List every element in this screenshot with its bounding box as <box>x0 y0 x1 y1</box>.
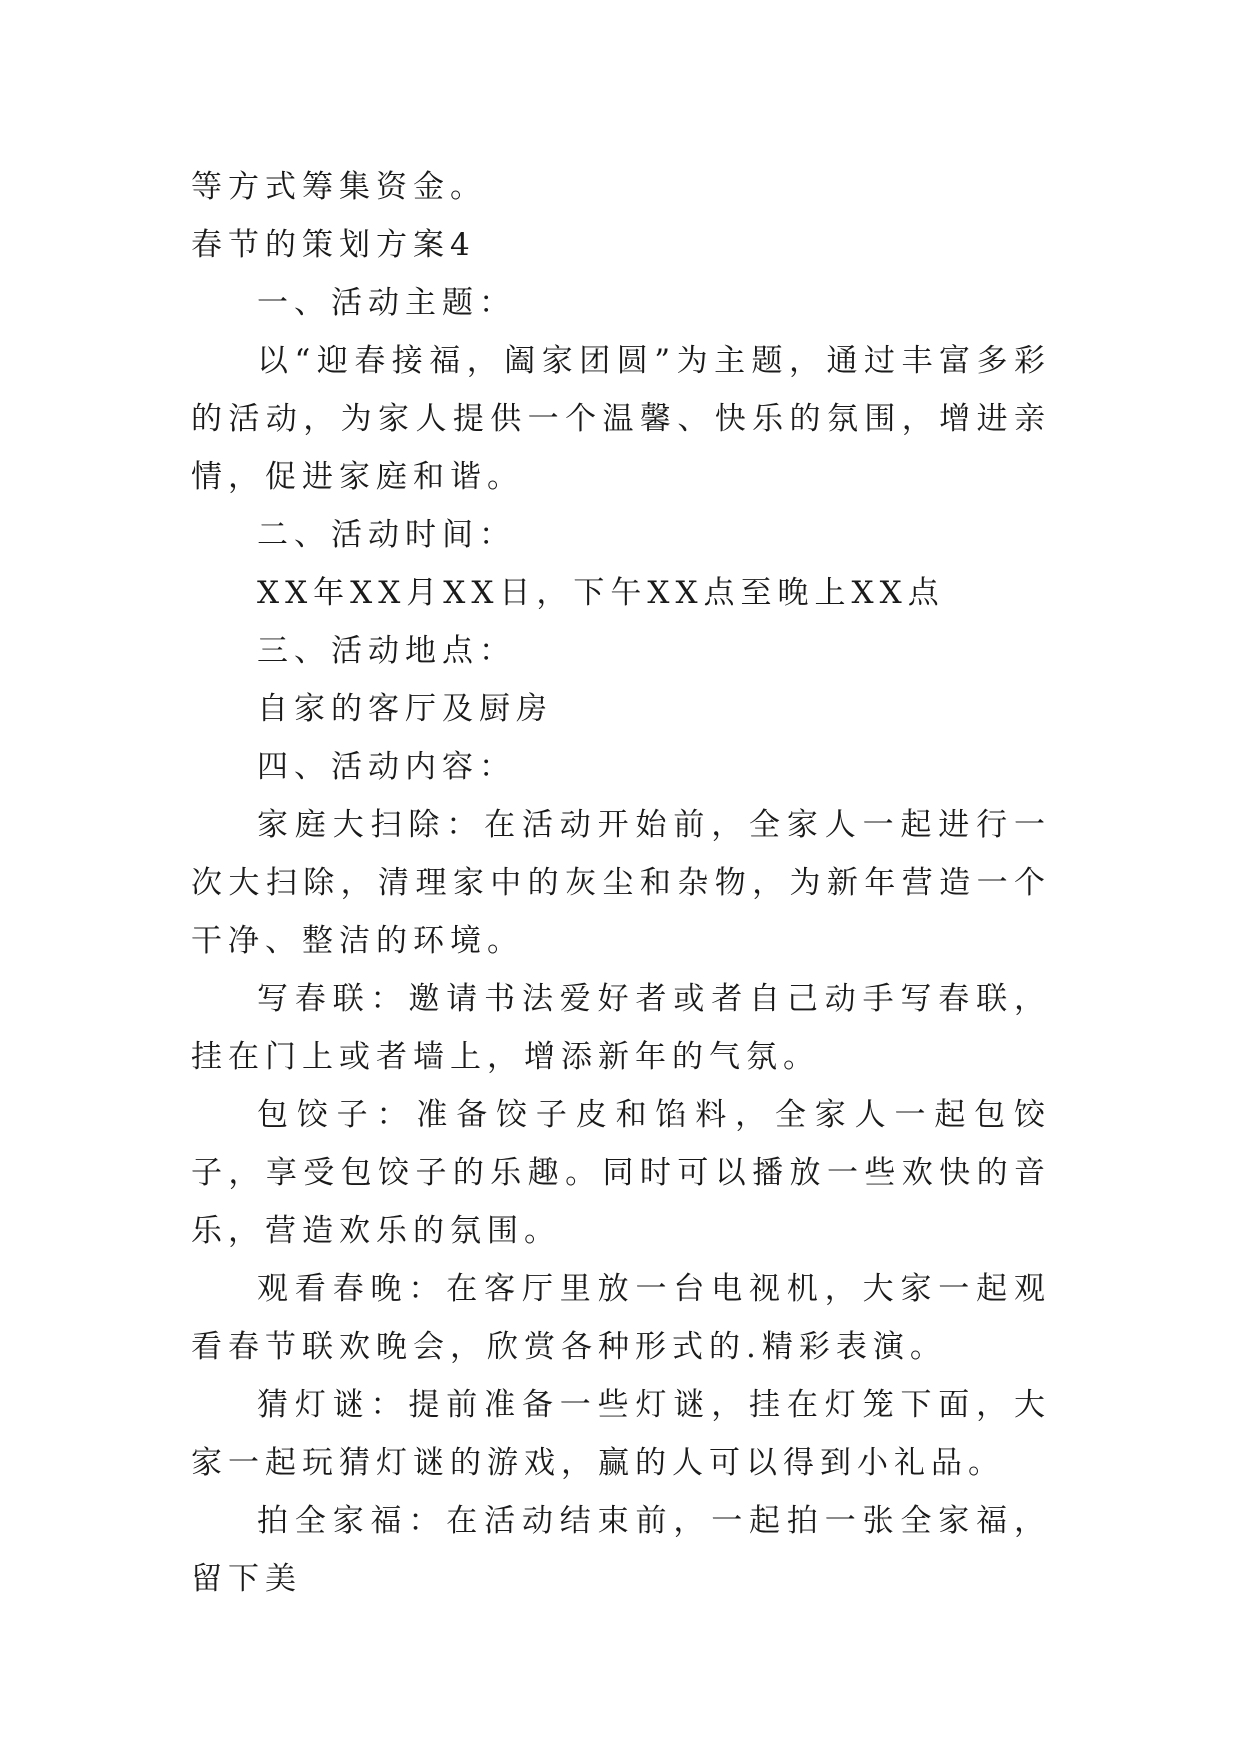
paragraph-time: XX年XX月XX日，下午XX点至晚上XX点 <box>257 575 945 611</box>
heading-content: 四、活动内容： <box>257 749 516 785</box>
paragraph-dumplings: 包饺子：准备饺子皮和馅料，全家人一起包饺子，享受包饺子的乐趣。同时可以播放一些欢快的音乐，营造欢乐的氛围。 <box>191 1097 1051 1249</box>
heading-time: 二、活动时间： <box>257 517 516 553</box>
paragraph-cleaning: 家庭大扫除：在活动开始前，全家人一起进行一次大扫除，清理家中的灰尘和杂物，为新年营造一个干净、整洁的环境。 <box>191 807 1051 959</box>
section-title: 春节的策划方案4 <box>191 227 476 263</box>
paragraph-couplets: 写春联：邀请书法爱好者或者自己动手写春联，挂在门上或者墙上，增添新年的气氛。 <box>191 981 1051 1075</box>
paragraph-photo: 拍全家福：在活动结束前，一起拍一张全家福，留下美 <box>191 1503 1051 1597</box>
paragraph-riddles: 猜灯谜：提前准备一些灯谜，挂在灯笼下面，大家一起玩猜灯谜的游戏，赢的人可以得到小礼品。 <box>191 1387 1051 1481</box>
paragraph-location: 自家的客厅及厨房 <box>257 691 553 727</box>
paragraph-gala: 观看春晚：在客厅里放一台电视机，大家一起观看春节联欢晚会，欣赏各种形式的.精彩表演。 <box>191 1271 1051 1365</box>
paragraph-continuation: 等方式筹集资金。 <box>191 169 487 205</box>
document-body <box>191 158 1051 1608</box>
heading-theme: 一、活动主题： <box>257 285 516 321</box>
paragraph-theme: 以“迎春接福，阖家团圆”为主题，通过丰富多彩的活动，为家人提供一个温馨、快乐的氛围，增进亲情，促进家庭和谐。 <box>191 343 1051 495</box>
heading-location: 三、活动地点： <box>257 633 516 669</box>
